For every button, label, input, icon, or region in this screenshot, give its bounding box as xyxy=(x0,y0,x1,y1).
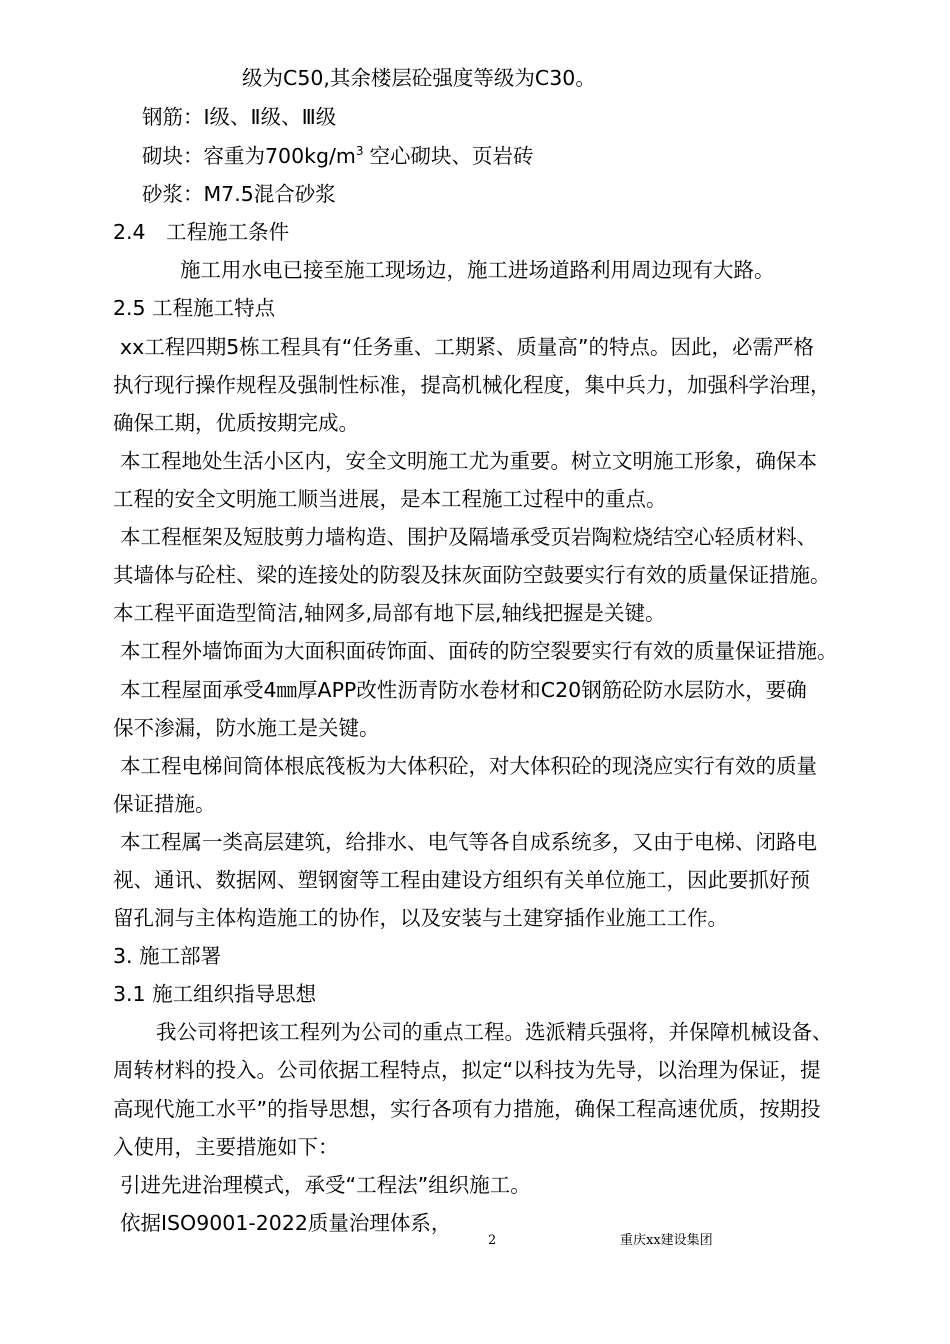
section-heading: 2.4 工程施工条件 xyxy=(113,220,290,244)
text-line: 施工用水电已接至施工现场边，施工进场道路利用周边现有大路。 xyxy=(180,258,775,282)
text-line: 确保工期，优质按期完成。 xyxy=(113,411,359,435)
section-heading: 3.1 施工组织指导思想 xyxy=(113,982,317,1006)
text-line: 本工程屋面承受4㎜厚APP改性沥青防水卷材和C20钢筋砼防水层防水，要确 xyxy=(120,678,807,702)
text-line: 高现代施工水平”的指导思想，实行各项有力措施，确保工程高速优质，按期投 xyxy=(113,1097,821,1121)
text-line: 本工程属一类高层建筑，给排水、电气等各自成系统多，又由于电梯、闭路电 xyxy=(120,830,817,854)
text-line: 引进先进治理模式，承受“工程法”组织施工。 xyxy=(120,1173,531,1197)
text-line: 留孔洞与主体构造施工的协作，以及安装与土建穿插作业施工工作。 xyxy=(113,906,728,930)
text-line: xx工程四期5栋工程具有“任务重、工期紧、质量高”的特点。因此，必需严格 xyxy=(120,335,815,359)
text-line: 视、通讯、数据网、塑钢窗等工程由建设方组织有关单位施工，因此要抓好预 xyxy=(113,868,810,892)
text-line: 执行现行操作规程及强制性标准，提高机械化程度，集中兵力，加强科学治理， xyxy=(113,373,831,397)
superscript: 3 xyxy=(355,144,364,158)
text-line: 级为C50,其余楼层砼强度等级为C30。 xyxy=(242,66,596,90)
text-line: 入使用，主要措施如下： xyxy=(113,1135,339,1159)
text-line: 本工程地处生活小区内，安全文明施工尤为重要。树立文明施工形象，确保本 xyxy=(120,449,817,473)
text-line: 依据ISO9001-2022质量治理体系， xyxy=(120,1211,452,1235)
footer-company: 重庆xx建设集团 xyxy=(620,1233,713,1248)
text-line: 工程的安全文明施工顺当进展，是本工程施工过程中的重点。 xyxy=(113,487,667,511)
text-line: 砂浆：M7.5混合砂浆 xyxy=(142,182,336,206)
text-line: 我公司将把该工程列为公司的重点工程。选派精兵强将，并保障机械设备、 xyxy=(156,1020,833,1044)
text-line: 本工程外墙饰面为大面积面砖饰面、面砖的防空裂要实行有效的质量保证措施。 xyxy=(120,639,838,663)
section-heading: 3. 施工部署 xyxy=(113,944,222,968)
text-line xyxy=(142,141,534,171)
text-line: 其墙体与砼柱、梁的连接处的防裂及抹灰面防空鼓要实行有效的质量保证措施。 xyxy=(113,563,831,587)
text-line: 钢筋：Ⅰ级、Ⅱ级、Ⅲ级 xyxy=(142,105,337,129)
text-fragment: 砌块：容重为700kg/m xyxy=(142,144,356,168)
page-number: 2 xyxy=(488,1233,497,1248)
text-fragment: 空心砌块、页岩砖 xyxy=(369,144,534,168)
text-line: 本工程电梯间筒体根底筏板为大体积砼，对大体积砼的现浇应实行有效的质量 xyxy=(120,754,817,778)
text-line: 保证措施。 xyxy=(113,792,216,816)
text-line: 保不渗漏，防水施工是关键。 xyxy=(113,716,380,740)
text-line: 周转材料的投入。公司依据工程特点，拟定“以科技为先导，以治理为保证，提 xyxy=(113,1058,821,1082)
text-line: 本工程框架及短肢剪力墙构造、围护及隔墙承受页岩陶粒烧结空心轻质材料、 xyxy=(120,525,817,549)
text-line: 本工程平面造型简洁,轴网多,局部有地下层,轴线把握是关键。 xyxy=(113,601,666,625)
section-heading: 2.5 工程施工特点 xyxy=(113,296,276,320)
